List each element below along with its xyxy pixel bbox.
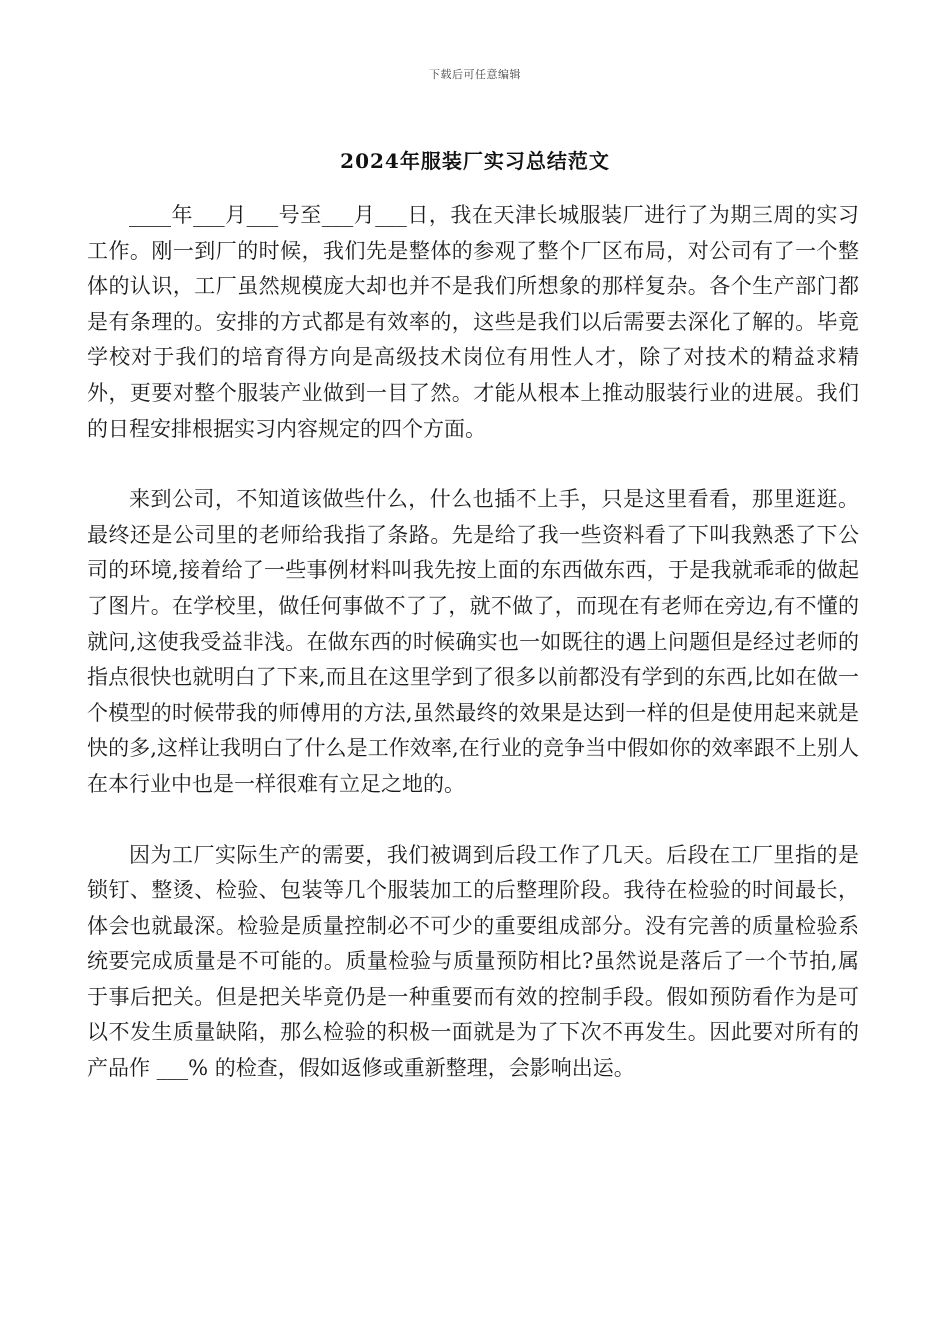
paragraph-1: ____年___月___号至___月___日，我在天津长城服装厂进行了为期三周的实习工作。刚一到厂的时候，我们先是整体的参观了整个厂区布局，对公司有了一个整体的认识，工厂虽然规模庞大却也并不是我们所想象的那样复杂。各个生产部门都是有条理的。安排的方式都是有效率的，这些是我们以后需要去深化了解的。毕竟学校对于我们的培育得方向是高级技术岗位有用性人才，除了对技术的精益求精外，更要对整个服装产业做到一目了然。才能从根本上推动服装行业的进展。我们的日程安排根据实习内容规定的四个方面。 bbox=[87, 203, 859, 441]
header-note: 下载后可任意编辑 bbox=[429, 68, 521, 81]
paragraph-3: 因为工厂实际生产的需要，我们被调到后段工作了几天。后段在工厂里指的是锁钉、整烫、检验、包装等几个服装加工的后整理阶段。我待在检验的时间最长，体会也就最深。检验是质量控制必不可少的重要组成部分。没有完善的质量检验系统要完成质量是不可能的。质量检验与质量预防相比?虽然说是落后了一个节拍,属于事后把关。但是把关毕竟仍是一种重要而有效的控制手段。假如预防看作为是可以不发生质量缺陷，那么检验的积极一面就是为了下次不再发生。因此要对所有的产品作 ___% 的检查，假如返修或重新整理，会影响出运。 bbox=[87, 842, 859, 1081]
paragraph-2: 来到公司，不知道该做些什么，什么也插不上手，只是这里看看，那里逛逛。最终还是公司里的老师给我指了条路。先是给了我一些资料看了下叫我熟悉了下公司的环境,接着给了一些事例材料叫我先按上面的东西做东西，于是我就乖乖的做起了图片。在学校里，做任何事做不了了，就不做了，而现在有老师在旁边,有不懂的就问,这使我受益非浅。在做东西的时候确实也一如既往的遇上问题但是经过老师的指点很快也就明白了下来,而且在这里学到了很多以前都没有学到的东西,比如在做一个模型的时候带我的师傅用的方法,虽然最终的效果是达到一样的但是使用起来就是快的多,这样让我明白了什么是工作效率,在行业的竞争当中假如你的效率跟不上别人在本行业中也是一样很难有立足之地的。 bbox=[87, 487, 859, 796]
document-body bbox=[87, 198, 859, 1087]
document-title: 2024年服装厂实习总结范文 bbox=[340, 149, 610, 173]
